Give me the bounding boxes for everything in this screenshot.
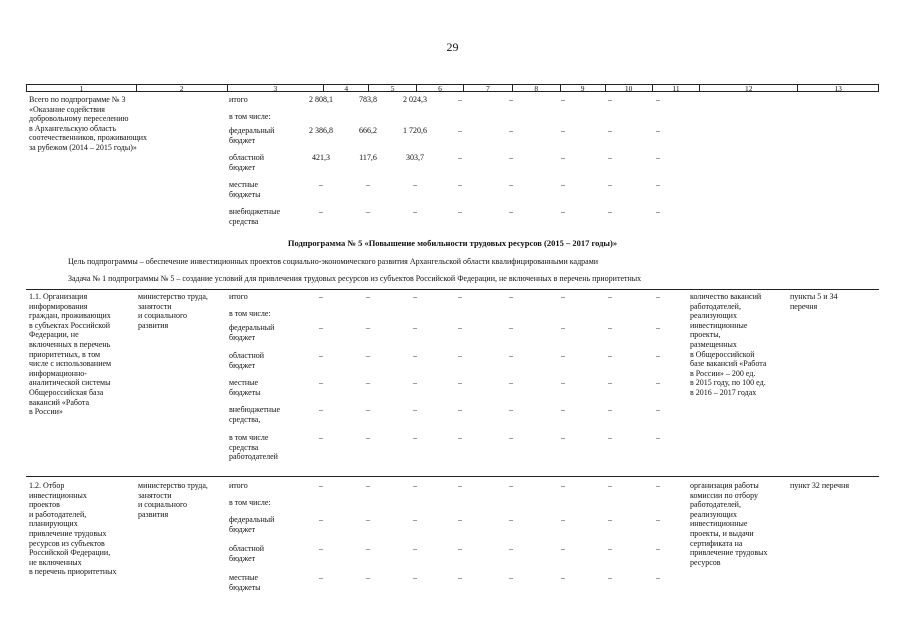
result-indicator-line: в 2016 – 2017 годах — [690, 388, 757, 397]
value-cell: – — [608, 95, 612, 104]
value-cell: – — [561, 207, 565, 216]
funding-source-line: в том числе: — [229, 309, 271, 318]
reference-line: пункты 5 и 34 — [790, 292, 838, 301]
value-cell: – — [509, 378, 513, 387]
subprogram-title: Подпрограмма № 5 «Повышение мобильности трудовых ресурсов (2015 – 2017 годы)» — [287, 238, 618, 248]
result-indicator-line: сертификата на — [690, 538, 743, 548]
measure-name-line: Всего по подпрограмме № 3 — [29, 95, 126, 104]
value-cell: – — [656, 180, 660, 189]
page-number: 29 — [446, 40, 459, 54]
value-cell: – — [608, 180, 612, 189]
executor-line: занятости — [138, 490, 172, 500]
result-indicator-line: привлечение трудовых — [690, 548, 768, 558]
result-indicator-line: проекты, и выдачи — [690, 529, 754, 538]
measure-name-line: планирующих — [29, 519, 78, 529]
value-cell: – — [366, 573, 370, 582]
funding-source-line: областной — [229, 153, 265, 162]
column-header: 12 — [700, 85, 798, 91]
result-indicator-line: размещенных — [690, 340, 737, 349]
value-cell: – — [366, 292, 370, 301]
value-cell: – — [561, 405, 565, 414]
funding-source-line: бюджет — [229, 524, 256, 534]
value-cell: – — [608, 292, 612, 301]
value-cell: – — [608, 207, 612, 216]
value-cell: – — [458, 544, 462, 553]
value-cell: 2 024,3 — [403, 95, 427, 104]
value-cell: – — [656, 95, 660, 104]
measure-name-line: ресурсов из субъектов — [29, 538, 105, 548]
value-cell: – — [413, 207, 417, 216]
value-cell: – — [656, 544, 660, 553]
value-cell: – — [319, 292, 323, 301]
result-indicator-line: комиссии по отбору — [690, 490, 758, 500]
column-header: 1 — [27, 85, 137, 91]
funding-source-line: федеральный — [229, 323, 275, 332]
funding-source-line: итого — [229, 292, 248, 301]
value-cell: – — [413, 481, 417, 490]
measure-name-line: аналитической системы — [29, 378, 111, 388]
value-cell: – — [608, 544, 612, 553]
value-cell: – — [413, 180, 417, 189]
value-cell: – — [656, 405, 660, 414]
value-cell: – — [656, 323, 660, 332]
row-divider — [26, 476, 879, 477]
value-cell: – — [319, 544, 323, 553]
value-cell: – — [366, 405, 370, 414]
value-cell: – — [509, 573, 513, 582]
value-cell: – — [509, 481, 513, 490]
column-header: 5 — [369, 85, 417, 91]
funding-source-line: бюджеты — [229, 387, 261, 397]
measure-name-line: добровольному переселению — [29, 114, 129, 124]
value-cell: – — [656, 378, 660, 387]
measure-name-line: соотечественников, проживающих — [29, 133, 148, 143]
value-cell: – — [561, 433, 565, 442]
value-cell: – — [413, 433, 417, 442]
value-cell: – — [319, 180, 323, 189]
value-cell: – — [561, 323, 565, 332]
value-cell: – — [366, 351, 370, 360]
value-cell: 666,2 — [359, 126, 377, 135]
funding-source-line: бюджеты — [229, 189, 261, 199]
value-cell: – — [458, 351, 462, 360]
value-cell: – — [458, 126, 462, 135]
value-cell: – — [656, 481, 660, 490]
value-cell: – — [366, 378, 370, 387]
value-cell: – — [509, 544, 513, 553]
value-cell: – — [458, 180, 462, 189]
value-cell: – — [319, 378, 323, 387]
value-cell: – — [458, 378, 462, 387]
result-indicator-line: проекты, — [690, 330, 721, 340]
value-cell: – — [509, 292, 513, 301]
funding-source-line: бюджет — [229, 162, 256, 172]
value-cell: – — [366, 544, 370, 553]
value-cell: – — [509, 433, 513, 442]
value-cell: – — [319, 405, 323, 414]
value-cell: – — [608, 126, 612, 135]
funding-source-line: в том числе: — [229, 498, 271, 507]
funding-source-line: итого — [229, 481, 248, 490]
measure-name-line: Федерации, не — [29, 330, 79, 340]
result-indicator-line: реализующих — [690, 311, 737, 321]
task-text: Задача № 1 подпрограммы № 5 – создание условий для привлечения трудовых ресурсов из субъектов Российской Федерации, не включенных в перечень приоритетных — [68, 274, 642, 283]
measure-name-line: инвестиционных — [29, 490, 87, 500]
column-header: 3 — [228, 85, 325, 91]
result-indicator-line: работодателей, — [690, 500, 741, 510]
value-cell: – — [458, 207, 462, 216]
value-cell: – — [561, 292, 565, 301]
value-cell: – — [656, 207, 660, 216]
value-cell: – — [413, 378, 417, 387]
result-indicator-line: работодателей, — [690, 301, 741, 311]
value-cell: – — [319, 351, 323, 360]
value-cell: – — [366, 207, 370, 216]
value-cell: 303,7 — [406, 153, 424, 162]
funding-source-line: в том числе: — [229, 112, 271, 121]
value-cell: – — [319, 481, 323, 490]
section-divider — [26, 289, 879, 290]
funding-source-line: бюджет — [229, 553, 256, 563]
value-cell: 2 386,8 — [309, 126, 333, 135]
funding-source-line: местные — [229, 378, 259, 387]
executor-line: развития — [138, 320, 169, 330]
column-header: 4 — [324, 85, 369, 91]
funding-source-line: бюджет — [229, 332, 256, 342]
value-cell: – — [458, 481, 462, 490]
column-header: 6 — [417, 85, 464, 91]
value-cell: – — [509, 126, 513, 135]
value-cell: – — [509, 153, 513, 162]
reference-line: перечня — [790, 301, 818, 311]
value-cell: – — [608, 405, 612, 414]
value-cell: – — [608, 433, 612, 442]
value-cell: – — [319, 323, 323, 332]
value-cell: – — [509, 351, 513, 360]
value-cell: – — [608, 481, 612, 490]
measure-name-line: информационно- — [29, 368, 87, 378]
measure-name-line: в перечень приоритетных — [29, 567, 117, 577]
value-cell: – — [413, 573, 417, 582]
column-header: 11 — [653, 85, 701, 91]
value-cell: – — [656, 292, 660, 301]
value-cell: 2 808,1 — [309, 95, 333, 104]
result-indicator-line: в 2015 году, по 100 ед. — [690, 378, 766, 388]
value-cell: 421,3 — [312, 153, 330, 162]
value-cell: – — [509, 405, 513, 414]
column-header: 7 — [464, 85, 513, 91]
column-header: 2 — [137, 85, 228, 91]
measure-name-line: Общероссийская база — [29, 388, 104, 397]
measure-name-line: граждан, проживающих — [29, 311, 111, 321]
measure-name-line: в России» — [29, 407, 63, 417]
value-cell: – — [413, 351, 417, 360]
funding-source-line: работодателей — [229, 452, 278, 462]
funding-source-line: областной — [229, 351, 265, 360]
value-cell: – — [509, 95, 513, 104]
measure-name-line: Российской Федерации, — [29, 548, 111, 558]
value-cell: – — [458, 323, 462, 332]
funding-source-line: средства — [229, 442, 259, 452]
value-cell: – — [458, 405, 462, 414]
value-cell: – — [366, 180, 370, 189]
value-cell: – — [366, 323, 370, 332]
value-cell: – — [458, 573, 462, 582]
value-cell: – — [458, 292, 462, 301]
column-header: 13 — [834, 84, 842, 93]
measure-name-line: приоритетных, в том — [29, 349, 101, 359]
funding-source-line: местные — [229, 180, 259, 189]
value-cell: – — [413, 515, 417, 524]
executor-line: и социального — [138, 311, 188, 321]
value-cell: – — [608, 573, 612, 582]
value-cell: – — [458, 433, 462, 442]
column-header: 9 — [561, 85, 606, 91]
value-cell: – — [509, 180, 513, 189]
measure-name-line: проектов — [29, 500, 60, 510]
result-indicator-line: реализующих — [690, 509, 737, 519]
value-cell: – — [366, 481, 370, 490]
value-cell: – — [319, 433, 323, 442]
value-cell: – — [319, 515, 323, 524]
funding-source-line: внебюджетные — [229, 405, 280, 414]
executor-line: занятости — [138, 301, 172, 311]
value-cell: – — [608, 351, 612, 360]
column-header-row — [26, 84, 879, 92]
measure-name-line: в субъектах Российской — [29, 320, 111, 330]
result-indicator-line: в России» – 200 ед. — [690, 368, 756, 378]
measure-name-line: вакансий «Работа — [29, 397, 90, 407]
column-header: 8 — [513, 85, 561, 91]
value-cell: – — [413, 405, 417, 414]
value-cell: – — [413, 292, 417, 301]
measure-name-line: 1.2. Отбор — [29, 481, 65, 490]
funding-source-line: областной — [229, 544, 265, 553]
value-cell: – — [366, 515, 370, 524]
funding-source-line: внебюджетные — [229, 207, 280, 216]
executor-line: министерство труда, — [138, 481, 208, 490]
funding-source-line: средства — [229, 216, 259, 226]
value-cell: 783,8 — [359, 95, 377, 104]
value-cell: – — [561, 95, 565, 104]
value-cell: – — [319, 573, 323, 582]
value-cell: – — [413, 544, 417, 553]
value-cell: – — [561, 515, 565, 524]
funding-source-line: в том числе — [229, 433, 269, 442]
value-cell: – — [656, 515, 660, 524]
funding-source-line: средства, — [229, 414, 261, 424]
value-cell: – — [656, 433, 660, 442]
value-cell: 1 720,6 — [403, 126, 427, 135]
value-cell: 117,6 — [359, 153, 377, 162]
measure-name-line: и работодателей, — [29, 509, 87, 519]
value-cell: – — [458, 95, 462, 104]
measure-name-line: числе с использованием — [29, 359, 112, 369]
measure-name-line: за рубежом (2014 – 2015 годы)» — [29, 143, 137, 152]
measure-name-line: информирования — [29, 301, 88, 311]
value-cell: – — [561, 153, 565, 162]
value-cell: – — [561, 573, 565, 582]
value-cell: – — [608, 323, 612, 332]
funding-source-line: местные — [229, 573, 259, 582]
value-cell: – — [561, 180, 565, 189]
value-cell: – — [509, 323, 513, 332]
value-cell: – — [656, 351, 660, 360]
measure-name-line: включенных в перечень — [29, 340, 111, 349]
executor-line: министерство труда, — [138, 292, 208, 301]
executor-line: развития — [138, 509, 169, 519]
value-cell: – — [608, 515, 612, 524]
result-indicator-line: базе вакансий «Работа — [690, 359, 767, 369]
value-cell: – — [509, 515, 513, 524]
result-indicator-line: количество вакансий — [690, 292, 762, 301]
value-cell: – — [509, 207, 513, 216]
funding-source-line: федеральный — [229, 126, 275, 135]
funding-source-line: итого — [229, 95, 248, 104]
value-cell: – — [458, 515, 462, 524]
value-cell: – — [608, 153, 612, 162]
measure-name-line: «Оказание содействия — [29, 104, 105, 114]
measure-name-line: 1.1. Организация — [29, 292, 88, 301]
result-indicator-line: ресурсов — [690, 557, 721, 567]
funding-source-line: бюджет — [229, 360, 256, 370]
measure-name-line: в Архангельскую область — [29, 123, 117, 133]
measure-name-line: привлечение трудовых — [29, 529, 107, 538]
funding-source-line: федеральный — [229, 515, 275, 524]
value-cell: – — [366, 433, 370, 442]
value-cell: – — [561, 481, 565, 490]
executor-line: и социального — [138, 500, 188, 510]
value-cell: – — [458, 153, 462, 162]
measure-name-line: не включенных — [29, 557, 82, 567]
value-cell: – — [656, 126, 660, 135]
result-indicator-line: организация работы — [690, 481, 759, 490]
value-cell: – — [413, 323, 417, 332]
value-cell: – — [561, 378, 565, 387]
value-cell: – — [656, 153, 660, 162]
value-cell: – — [319, 207, 323, 216]
result-indicator-line: инвестиционные — [690, 320, 748, 330]
column-header: 10 — [606, 85, 653, 91]
funding-source-line: бюджет — [229, 135, 256, 145]
goal-text: Цель подпрограммы – обеспечение инвестиционных проектов социально-экономического развития Архангельской области квалифицированными кадрами — [68, 257, 599, 266]
value-cell: – — [656, 573, 660, 582]
value-cell: – — [561, 351, 565, 360]
value-cell: – — [561, 544, 565, 553]
value-cell: – — [608, 378, 612, 387]
reference-line: пункт 32 перечня — [790, 481, 850, 490]
funding-source-line: бюджеты — [229, 582, 261, 592]
value-cell: – — [561, 126, 565, 135]
result-indicator-line: в Общероссийской — [690, 349, 755, 359]
result-indicator-line: инвестиционные — [690, 519, 748, 529]
